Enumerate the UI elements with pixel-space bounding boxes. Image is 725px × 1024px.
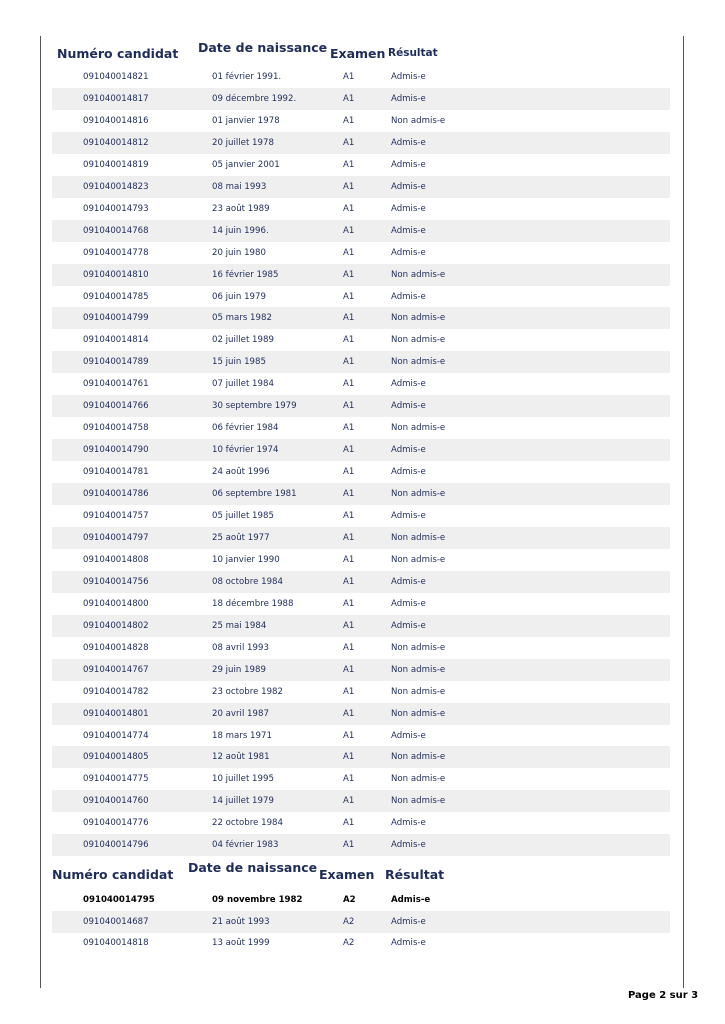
birth-date: 22 octobre 1984 bbox=[212, 818, 283, 829]
left-margin-rule bbox=[40, 36, 41, 988]
result: Non admis-e bbox=[391, 269, 446, 280]
exam-level: A1 bbox=[343, 291, 355, 302]
exam-level: A1 bbox=[343, 752, 355, 763]
exam-level: A1 bbox=[343, 818, 355, 829]
result: Admis-e bbox=[391, 203, 426, 214]
birth-date: 08 mai 1993 bbox=[212, 181, 267, 192]
table-row bbox=[52, 812, 670, 834]
birth-date: 18 mars 1971 bbox=[212, 730, 272, 741]
exam-level: A2 bbox=[343, 895, 356, 905]
birth-date: 20 juin 1980 bbox=[212, 247, 266, 258]
table-row bbox=[52, 911, 670, 933]
candidate-number: 091040014817 bbox=[83, 93, 149, 104]
birth-date: 29 juin 1989 bbox=[212, 664, 266, 675]
birth-date: 05 juillet 1985 bbox=[212, 511, 274, 521]
candidate-number: 091040014819 bbox=[83, 159, 149, 170]
exam-level: A1 bbox=[343, 203, 355, 214]
birth-date: 14 juillet 1979 bbox=[212, 796, 274, 807]
result: Non admis-e bbox=[391, 532, 446, 543]
table-row bbox=[52, 154, 670, 176]
exam-level: A2 bbox=[343, 938, 355, 948]
result: Admis-e bbox=[391, 72, 426, 82]
right-margin-rule bbox=[683, 36, 684, 988]
exam-level: A1 bbox=[343, 576, 355, 587]
candidate-number: 091040014828 bbox=[83, 642, 149, 653]
exam-level: A1 bbox=[343, 115, 355, 126]
result: Non admis-e bbox=[391, 774, 446, 785]
table-row bbox=[52, 307, 670, 329]
birth-date: 24 août 1996 bbox=[212, 467, 270, 478]
result: Admis-e bbox=[391, 159, 426, 170]
exam-level: A1 bbox=[343, 774, 355, 785]
table-row bbox=[52, 395, 670, 417]
result: Non admis-e bbox=[391, 708, 446, 719]
candidate-number: 091040014756 bbox=[83, 576, 149, 587]
birth-date: 18 décembre 1988 bbox=[212, 598, 294, 609]
birth-date: 23 août 1989 bbox=[212, 203, 270, 214]
candidate-number: 091040014810 bbox=[83, 269, 149, 280]
table-row bbox=[52, 373, 670, 395]
header-numero-candidat-2: Numéro candidat bbox=[52, 867, 174, 882]
table-row bbox=[52, 88, 670, 110]
exam-level: A1 bbox=[343, 467, 355, 478]
result: Admis-e bbox=[391, 291, 426, 302]
exam-level: A1 bbox=[343, 423, 355, 434]
exam-level: A1 bbox=[343, 247, 355, 258]
birth-date: 09 novembre 1982 bbox=[212, 895, 303, 905]
candidate-number: 091040014821 bbox=[83, 72, 149, 82]
exam-level: A1 bbox=[343, 686, 355, 697]
birth-date: 23 octobre 1982 bbox=[212, 686, 283, 697]
result: Admis-e bbox=[391, 137, 426, 148]
exam-level: A1 bbox=[343, 335, 355, 346]
header-date-naissance-2: Date de naissance bbox=[188, 860, 318, 875]
candidate-number: 091040014799 bbox=[83, 313, 149, 324]
birth-date: 04 février 1983 bbox=[212, 840, 279, 851]
result: Admis-e bbox=[391, 620, 426, 631]
exam-level: A1 bbox=[343, 730, 355, 741]
exam-level: A1 bbox=[343, 401, 355, 412]
candidate-number: 091040014758 bbox=[83, 423, 149, 434]
birth-date: 30 septembre 1979 bbox=[212, 401, 297, 412]
result: Admis-e bbox=[391, 598, 426, 609]
table-row bbox=[52, 571, 670, 593]
exam-level: A1 bbox=[343, 489, 355, 500]
exam-level: A1 bbox=[343, 181, 355, 192]
result: Admis-e bbox=[391, 181, 426, 192]
header-numero-candidat: Numéro candidat bbox=[57, 46, 179, 61]
result: Admis-e bbox=[391, 225, 426, 236]
birth-date: 05 janvier 2001 bbox=[212, 159, 280, 170]
table-row bbox=[52, 889, 670, 911]
result: Admis-e bbox=[391, 916, 426, 927]
result: Non admis-e bbox=[391, 357, 446, 368]
table-row bbox=[52, 768, 670, 790]
birth-date: 25 mai 1984 bbox=[212, 620, 267, 631]
result: Non admis-e bbox=[391, 489, 446, 500]
candidate-number: 091040014776 bbox=[83, 818, 149, 829]
result: Non admis-e bbox=[391, 335, 446, 346]
birth-date: 10 juillet 1995 bbox=[212, 774, 274, 785]
table-row bbox=[52, 659, 670, 681]
birth-date: 09 décembre 1992. bbox=[212, 93, 297, 104]
result: Admis-e bbox=[391, 511, 426, 521]
exam-level: A1 bbox=[343, 642, 355, 653]
page-number: Page 2 sur 3 bbox=[628, 990, 699, 1001]
birth-date: 12 août 1981 bbox=[212, 752, 270, 763]
table-row bbox=[52, 637, 670, 659]
birth-date: 07 juillet 1984 bbox=[212, 379, 274, 390]
candidate-number: 091040014793 bbox=[83, 203, 149, 214]
birth-date: 02 juillet 1989 bbox=[212, 335, 274, 346]
result: Admis-e bbox=[391, 895, 431, 905]
table-row bbox=[52, 198, 670, 220]
result: Admis-e bbox=[391, 730, 426, 741]
birth-date: 21 août 1993 bbox=[212, 916, 270, 927]
exam-level: A1 bbox=[343, 840, 355, 851]
header-resultat: Résultat bbox=[388, 47, 438, 59]
birth-date: 20 juillet 1978 bbox=[212, 137, 274, 148]
birth-date: 05 mars 1982 bbox=[212, 313, 272, 324]
candidate-number: 091040014766 bbox=[83, 401, 149, 412]
exam-level: A2 bbox=[343, 916, 355, 927]
exam-level: A1 bbox=[343, 554, 355, 565]
candidate-number: 091040014782 bbox=[83, 686, 149, 697]
header-examen: Examen bbox=[330, 46, 386, 61]
birth-date: 15 juin 1985 bbox=[212, 357, 266, 368]
exam-level: A1 bbox=[343, 796, 355, 807]
table-row bbox=[52, 286, 670, 308]
table-row bbox=[52, 110, 670, 132]
candidate-number: 091040014760 bbox=[83, 796, 149, 807]
candidate-number: 091040014761 bbox=[83, 379, 149, 390]
result: Non admis-e bbox=[391, 752, 446, 763]
candidate-number: 091040014774 bbox=[83, 730, 149, 741]
candidate-number: 091040014767 bbox=[83, 664, 149, 675]
birth-date: 06 février 1984 bbox=[212, 423, 279, 434]
candidate-number: 091040014781 bbox=[83, 467, 149, 478]
table-row bbox=[52, 593, 670, 615]
birth-date: 08 octobre 1984 bbox=[212, 576, 283, 587]
result: Admis-e bbox=[391, 93, 426, 104]
birth-date: 16 février 1985 bbox=[212, 269, 279, 280]
result: Admis-e bbox=[391, 576, 426, 587]
result: Admis-e bbox=[391, 467, 426, 478]
candidate-number: 091040014757 bbox=[83, 511, 149, 521]
result: Admis-e bbox=[391, 445, 426, 456]
birth-date: 25 août 1977 bbox=[212, 532, 270, 543]
result: Admis-e bbox=[391, 840, 426, 851]
result: Non admis-e bbox=[391, 313, 446, 324]
table-row bbox=[52, 351, 670, 373]
table-row bbox=[52, 681, 670, 703]
exam-level: A1 bbox=[343, 357, 355, 368]
exam-level: A1 bbox=[343, 269, 355, 280]
candidate-number: 091040014785 bbox=[83, 291, 149, 302]
exam-level: A1 bbox=[343, 225, 355, 236]
birth-date: 14 juin 1996. bbox=[212, 225, 269, 236]
result: Non admis-e bbox=[391, 686, 446, 697]
table-row bbox=[52, 834, 670, 856]
table-row bbox=[52, 66, 670, 88]
result: Non admis-e bbox=[391, 796, 446, 807]
candidate-number: 091040014802 bbox=[83, 620, 149, 631]
table-row bbox=[52, 615, 670, 637]
table-row bbox=[52, 329, 670, 351]
candidate-number: 091040014801 bbox=[83, 708, 149, 719]
exam-level: A1 bbox=[343, 620, 355, 631]
result: Admis-e bbox=[391, 938, 426, 948]
table-row bbox=[52, 703, 670, 725]
birth-date: 08 avril 1993 bbox=[212, 642, 269, 653]
table-row bbox=[52, 461, 670, 483]
candidate-number: 091040014800 bbox=[83, 598, 149, 609]
result: Non admis-e bbox=[391, 664, 446, 675]
table-row bbox=[52, 439, 670, 461]
table-row bbox=[52, 132, 670, 154]
table-row bbox=[52, 505, 670, 527]
result: Admis-e bbox=[391, 818, 426, 829]
result: Admis-e bbox=[391, 379, 426, 390]
table-row bbox=[52, 725, 670, 747]
candidate-number: 091040014796 bbox=[83, 840, 149, 851]
exam-level: A1 bbox=[343, 511, 355, 521]
header-examen-2: Examen bbox=[319, 867, 375, 882]
birth-date: 06 juin 1979 bbox=[212, 291, 266, 302]
candidate-number: 091040014814 bbox=[83, 335, 149, 346]
exam-level: A1 bbox=[343, 532, 355, 543]
exam-level: A1 bbox=[343, 445, 355, 456]
header-resultat-2: Résultat bbox=[385, 867, 445, 882]
candidate-number: 091040014805 bbox=[83, 752, 149, 763]
birth-date: 10 janvier 1990 bbox=[212, 554, 280, 565]
candidate-number: 091040014818 bbox=[83, 938, 149, 948]
table-row bbox=[52, 264, 670, 286]
candidate-number: 091040014778 bbox=[83, 247, 149, 258]
header-date-naissance: Date de naissance bbox=[198, 40, 328, 55]
candidate-number: 091040014790 bbox=[83, 445, 149, 456]
table-row bbox=[52, 527, 670, 549]
birth-date: 20 avril 1987 bbox=[212, 708, 269, 719]
candidate-number: 091040014775 bbox=[83, 774, 149, 785]
result: Admis-e bbox=[391, 247, 426, 258]
result: Non admis-e bbox=[391, 115, 446, 126]
result: Non admis-e bbox=[391, 554, 446, 565]
result: Admis-e bbox=[391, 401, 426, 412]
candidate-number: 091040014812 bbox=[83, 137, 149, 148]
result: Non admis-e bbox=[391, 642, 446, 653]
exam-level: A1 bbox=[343, 313, 355, 324]
table-row bbox=[52, 932, 670, 954]
birth-date: 06 septembre 1981 bbox=[212, 489, 297, 500]
exam-level: A1 bbox=[343, 137, 355, 148]
exam-level: A1 bbox=[343, 93, 355, 104]
table-row bbox=[52, 176, 670, 198]
exam-level: A1 bbox=[343, 72, 355, 82]
birth-date: 01 février 1991. bbox=[212, 72, 282, 82]
candidate-number: 091040014768 bbox=[83, 225, 149, 236]
exam-level: A1 bbox=[343, 708, 355, 719]
table-row bbox=[52, 417, 670, 439]
table-row bbox=[52, 549, 670, 571]
exam-level: A1 bbox=[343, 664, 355, 675]
candidate-number: 091040014797 bbox=[83, 532, 149, 543]
candidate-number: 091040014823 bbox=[83, 181, 149, 192]
birth-date: 01 janvier 1978 bbox=[212, 115, 280, 126]
table-row bbox=[52, 746, 670, 768]
candidate-number: 091040014808 bbox=[83, 554, 149, 565]
exam-level: A1 bbox=[343, 159, 355, 170]
table-row bbox=[52, 483, 670, 505]
exam-level: A1 bbox=[343, 598, 355, 609]
table-row bbox=[52, 790, 670, 812]
candidate-number: 091040014687 bbox=[83, 916, 149, 927]
candidate-number: 091040014786 bbox=[83, 489, 149, 500]
exam-level: A1 bbox=[343, 379, 355, 390]
candidate-number: 091040014795 bbox=[83, 895, 155, 905]
birth-date: 10 février 1974 bbox=[212, 445, 279, 456]
result: Non admis-e bbox=[391, 423, 446, 434]
table-row bbox=[52, 242, 670, 264]
table-row bbox=[52, 220, 670, 242]
candidate-number: 091040014816 bbox=[83, 115, 149, 126]
birth-date: 13 août 1999 bbox=[212, 938, 270, 948]
candidate-number: 091040014789 bbox=[83, 357, 149, 368]
